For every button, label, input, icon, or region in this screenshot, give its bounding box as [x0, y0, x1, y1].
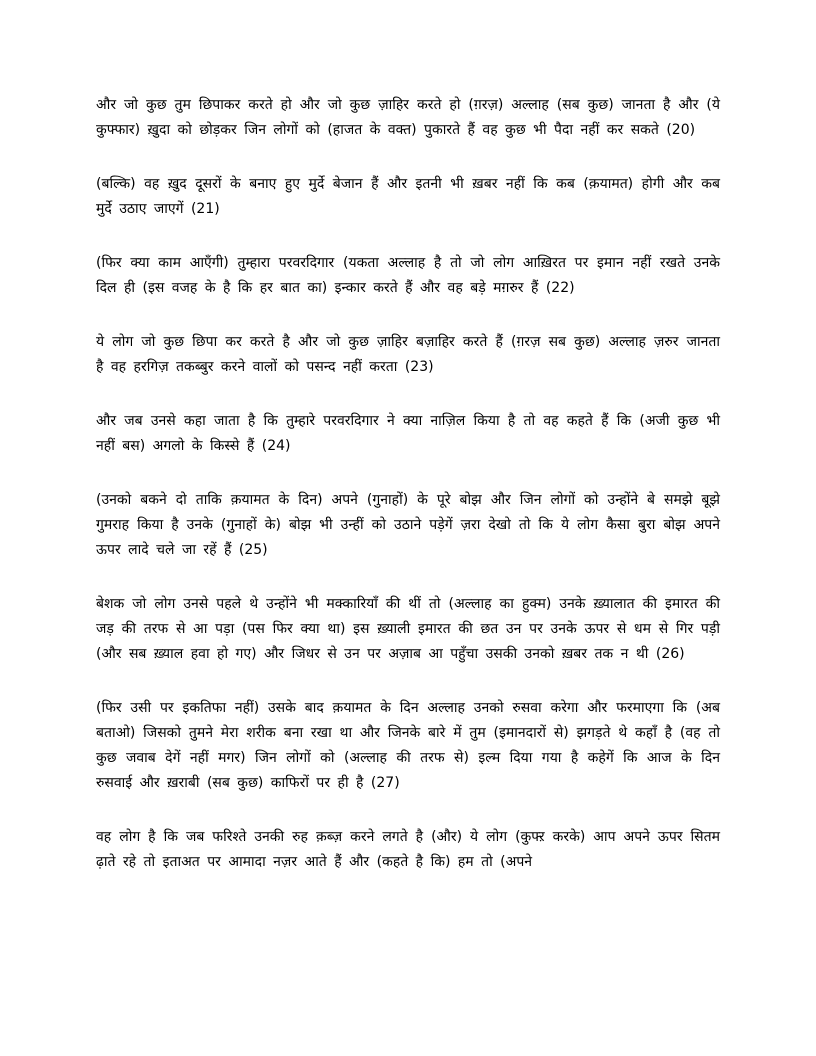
paragraph-verse-20: और जो कुछ तुम छिपाकर करते हो और जो कुछ ज़ाहिर करते हो (ग़रज़) अल्लाह (सब कुछ) जानता है और (ये कुफ्फार) ख़ुदा को छोड़कर जिन लोगों को (हाजत के वक्त) पुकारते हैं वह कुछ भी पैदा नहीं कर सकते (20): [96, 97, 720, 138]
paragraph-verse-21: (बल्कि) वह ख़ुद दूसरों के बनाए हुए मुर्दे बेजान हैं और इतनी भी ख़बर नहीं कि कब (क़यामत) होगी और कब मुर्दे उठाए जाएगें (21): [96, 176, 720, 217]
paragraph-verse-27: (फिर उसी पर इकतिफा नहीं) उसके बाद क़यामत के दिन अल्लाह उनको रुसवा करेगा और फरमाएगा कि (अब बताओ) जिसको तुमने मेरा शरीक बना रखा था और जिनके बारे में तुम (इमानदारों से) झगड़ते थे कहाँ है (वह तो कुछ जवाब देगें नहीं मगर) जिन लोगों को (अल्लाह की तरफ से) इल्म दिया गया है कहेगें कि आज के दिन रुसवाई और ख़राबी (सब कुछ) काफिरों पर ही है (27): [96, 700, 720, 791]
paragraph-verse-28-partial: वह लोग है कि जब फरिश्ते उनकी रुह क़ब्ज़ करने लगते है (और) ये लोग (कुफ्ऱ करके) आप अपने ऊपर सितम ढ़ाते रहे तो इताअत पर आमादा नज़र आते हैं और (कहते है कि) हम तो (अपने: [96, 829, 720, 870]
paragraph-verse-26: बेशक जो लोग उनसे पहले थे उन्होंने भी मक्कारियाँ की थीं तो (अल्लाह का हुक्म) उनके ख़्यालात की इमारत की जड़ की तरफ से आ पड़ा (पस फिर क्या था) इस ख़्याली इमारत की छत उन पर उनके ऊपर से धम से गिर पड़ी (और सब ख़्याल हवा हो गए) और जिधर से उन पर अज़ाब आ पहुँचा उसकी उनको ख़बर तक न थी (26): [96, 596, 720, 662]
paragraph-verse-22: (फिर क्या काम आएँगी) तुम्हारा परवरदिगार (यकता अल्लाह है तो जो लोग आख़िरत पर इमान नहीं रखते उनके दिल ही (इस वजह के है कि हर बात का) इन्कार करते हैं और वह बड़े मग़रुर हैं (22): [96, 255, 720, 296]
paragraph-verse-24: और जब उनसे कहा जाता है कि तुम्हारे परवरदिगार ने क्या नाज़िल किया है तो वह कहते हैं कि (अजी कुछ भी नहीं बस) अगलो के किस्से हैं (24): [96, 413, 720, 454]
paragraph-verse-23: ये लोग जो कुछ छिपा कर करते है और जो कुछ ज़ाहिर बज़ाहिर करते हैं (ग़रज़ सब कुछ) अल्लाह ज़रुर जानता है वह हरगिज़ तकब्बुर करने वालों को पसन्द नहीं करता (23): [96, 334, 720, 375]
paragraph-verse-25: (उनको बकने दो ताकि क़यामत के दिन) अपने (गुनाहों) के पूरे बोझ और जिन लोगों को उन्होंने बे समझे बूझे गुमराह किया है उनके (गुनाहों के) बोझ भी उन्हीं को उठाने पड़ेगें ज़रा देखो तो कि ये लोग कैसा बुरा बोझ अपने ऊपर लादे चले जा रहें हैं (25): [96, 492, 720, 558]
document-page: [96, 93, 720, 904]
